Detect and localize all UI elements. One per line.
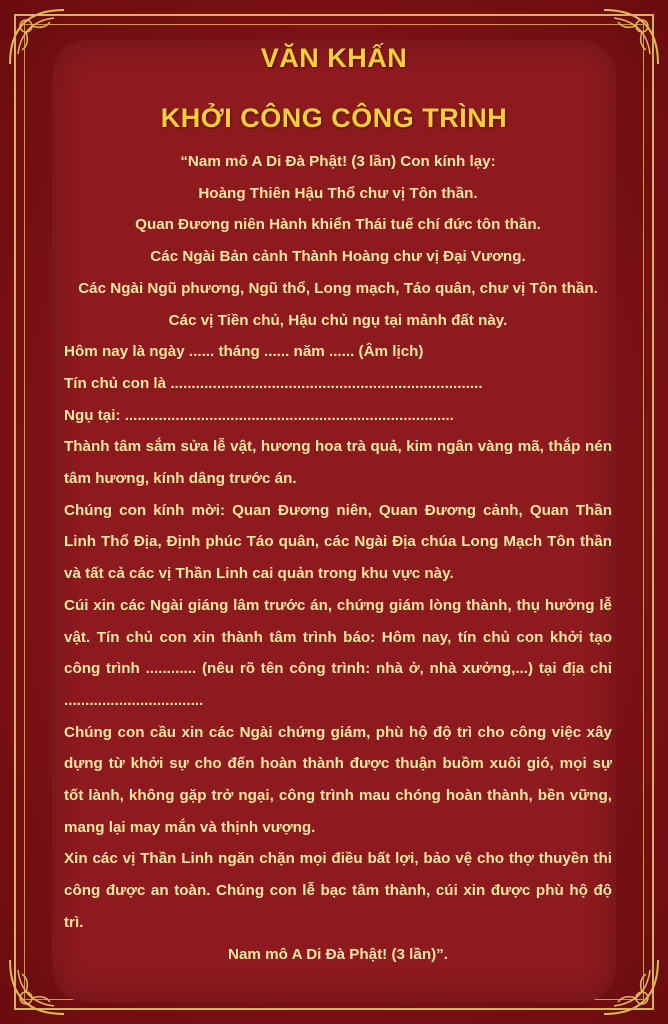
prayer-paragraph: Chúng con kính mời: Quan Đương niên, Quan Đương cảnh, Quan Thần Linh Thổ Địa, Định phúc Táo quân, các Ngài Địa chúa Long Mạch Tôn thần và tất cả các vị Thần Linh cai quản trong khu vực này. <box>64 501 612 583</box>
prayer-line: Hoàng Thiên Hậu Thổ chư vị Tôn thần. <box>198 184 478 202</box>
owner-line: Tín chủ con là .......................................................................... <box>64 374 483 392</box>
prayer-paragraph: Thành tâm sắm sửa lễ vật, hương hoa trà quả, kim ngân vàng mã, thắp nén tâm hương, kính dâng trước án. <box>64 438 612 488</box>
page-title: VĂN KHẤN <box>260 43 408 73</box>
prayer-line: Quan Đương niên Hành khiển Thái tuế chí đức tôn thần. <box>135 216 541 234</box>
prayer-paragraph: Chúng con cầu xin các Ngài chứng giám, phù hộ độ trì cho công việc xây dựng từ khởi sự cho đến hoàn thành được thuận buồm xuôi gió, mọi sự tốt lành, không gặp trở ngại, công trình mau chóng hoàn thành, bền vững, mang lại may mắn và thịnh vượng. <box>64 723 612 836</box>
prayer-line: “Nam mô A Di Đà Phật! (3 lần) Con kính lạy: <box>180 153 496 170</box>
prayer-paragraph: Xin các vị Thần Linh ngăn chặn mọi điều bất lợi, bảo vệ cho thợ thuyền thi công được an toàn. Chúng con lễ bạc tâm thành, cúi xin được phù hộ độ trì. <box>64 850 612 931</box>
prayer-line: Các Ngài Ngũ phương, Ngũ thổ, Long mạch, Táo quân, chư vị Tôn thần. <box>78 279 598 297</box>
address-line: Ngụ tại: .............................................................................. <box>64 406 454 424</box>
closing-line: Nam mô A Di Đà Phật! (3 lần)”. <box>228 945 448 963</box>
page-subtitle: KHỞI CÔNG CÔNG TRÌNH <box>160 103 508 133</box>
date-line: Hôm nay là ngày ...... tháng ...... năm ...... (Âm lịch) <box>64 343 424 361</box>
prayer-paragraph: Cúi xin các Ngài giáng lâm trước án, chứng giám lòng thành, thụ hưởng lễ vật. Tín chủ con xin thành tâm trình báo: Hôm nay, tín chủ con khởi tạo công trình ............ (nêu rõ tên công trình: nhà ở, nhà xưởng,...) tại địa chỉ ................................. <box>64 596 612 709</box>
prayer-line: Các vị Tiền chủ, Hậu chủ ngụ tại mảnh đất này. <box>168 311 508 329</box>
prayer-line: Các Ngài Bản cảnh Thành Hoàng chư vị Đại Vương. <box>150 248 526 266</box>
prayer-body <box>64 146 612 970</box>
